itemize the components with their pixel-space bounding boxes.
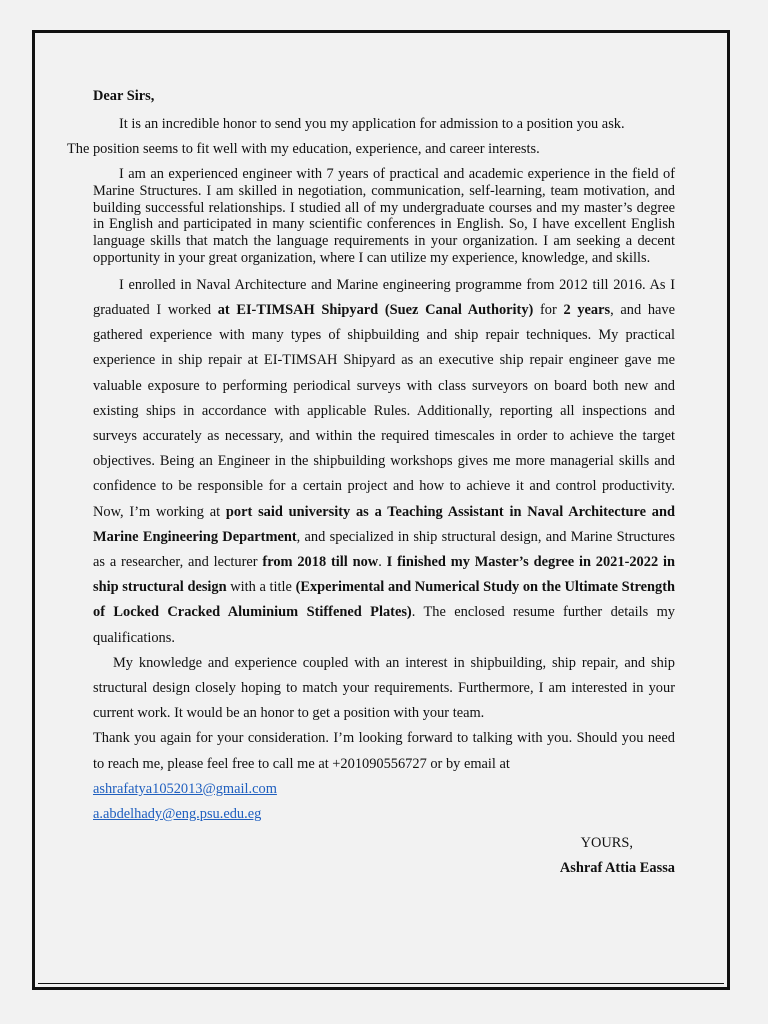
closing-block bbox=[93, 831, 675, 881]
salutation: Dear Sirs, bbox=[93, 88, 155, 104]
bold-period: from 2018 till now bbox=[262, 554, 379, 571]
text-run: . The enclosed resume further details my qualifications. bbox=[93, 604, 675, 646]
bold-thesis-title: (Experimental and Numerical Study on the Ultimate Strength of Locked Cracked Aluminium Stiffened Plates) bbox=[93, 579, 675, 621]
closing-word: YOURS, bbox=[580, 835, 633, 852]
bold-university-role: port said university as a Teaching Assistant in Naval Architecture and Marine Engineering Department bbox=[93, 503, 675, 545]
email-link-university[interactable]: a.abdelhady@eng.psu.edu.eg bbox=[93, 806, 262, 823]
contact-paragraph: Thank you again for your consideration. I’m looking forward to talking with you. Should you need to reach me, please feel free to call me at +201090556727 or by email at bbox=[93, 730, 675, 772]
experience-paragraph: I am an experienced engineer with 7 years of practical and academic experience in the field of Marine Structures. I am skilled in negotiation, communication, self-learning, team motivation, and building successful relationships. I studied all of my undergraduate courses and my master’s degree in English and participated in many scientific conferences in English. So, I have excellent English language skills that match the language requirements in your organization. I am seeking a decent opportunity in your great organization, where I can utilize my experience, knowledge, and skills. bbox=[93, 166, 675, 266]
intro-line-2: The position seems to fit well with my education, experience, and career interests. bbox=[67, 141, 540, 157]
intro-paragraph bbox=[67, 112, 675, 162]
intro-line-1: It is an incredible honor to send you my application for admission to a position you ask. bbox=[119, 116, 625, 132]
text-run: , and specialized in ship structural design, and Marine Structures as a researcher, and lecturer bbox=[93, 528, 675, 571]
bold-shipyard: at EI-TIMSAH Shipyard (Suez Canal Authority) bbox=[217, 301, 534, 318]
text-run: with a title bbox=[226, 579, 296, 596]
bold-masters: I finished my Master’s degree in 2021-2022 in ship structural design bbox=[93, 554, 675, 596]
signature-name: Ashraf Attia Eassa bbox=[559, 860, 675, 877]
cover-letter bbox=[67, 86, 675, 882]
text-run: . bbox=[378, 554, 387, 571]
text-run: , and have gathered experience with many types of shipbuilding and ship repair techniques. My practical experience in ship repair at EI-TIMSAH Shipyard as an executive ship repair engineer gave me valuable exposure to performing periodical surveys with class surveyors on board both new and existing ships in accordance with applicable Rules. Additionally, reporting all inspections and surveys accurately as necessary, and within the required timescales in order to achieve the target objectives. Being an Engineer in the shipbuilding workshops gives me more managerial skills and confidence to be responsible for a certain project and how to achieve it and control productivity. Now, I’m working at bbox=[93, 301, 675, 520]
email-link-gmail[interactable]: ashrafatya1052013@gmail.com bbox=[93, 780, 277, 797]
text-run: for bbox=[533, 301, 564, 318]
text-run: I enrolled in Naval Architecture and Marine engineering programme from 2012 till 2016. As I graduated I worked bbox=[93, 276, 675, 318]
bold-duration: 2 years bbox=[563, 301, 611, 318]
motivation-paragraph: My knowledge and experience coupled with an interest in shipbuilding, ship repair, and ship structural design closely hoping to match your requirements. Furthermore, I am interested in your current work. It would be an honor to get a position with your team. bbox=[93, 654, 675, 722]
education-career-paragraph bbox=[93, 273, 675, 651]
